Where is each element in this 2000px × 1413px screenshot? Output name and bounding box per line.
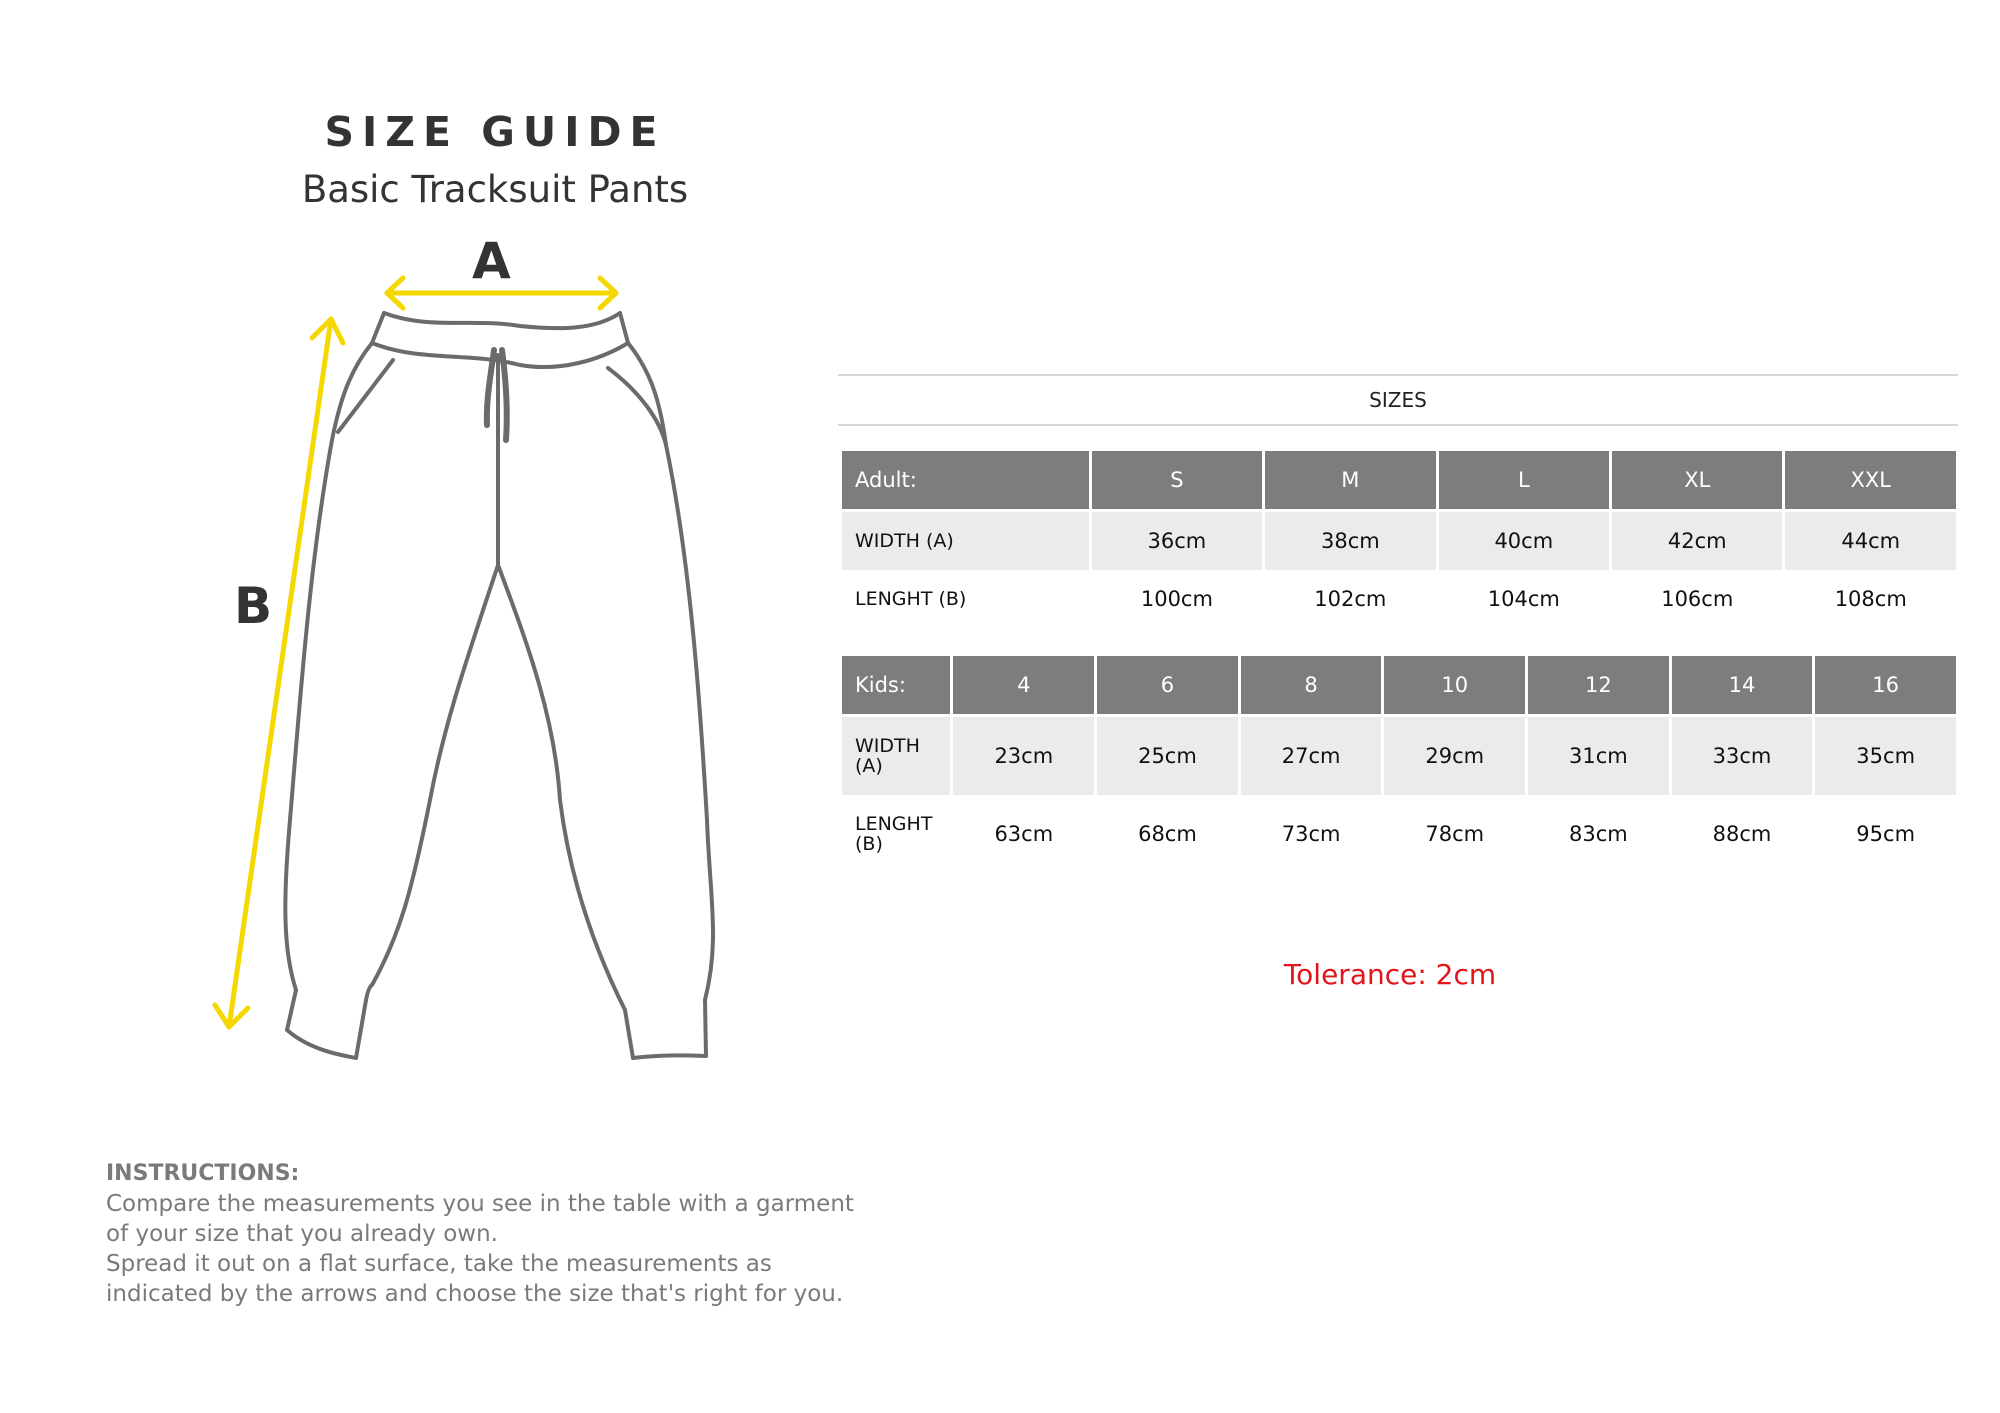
kids-size-14: 14 [1672, 656, 1813, 717]
row-label: LENGHT (B) [855, 588, 967, 610]
kids-width-row [842, 717, 1956, 795]
table-cell: 102cm [1314, 587, 1387, 611]
table-cell: 104cm [1487, 587, 1560, 611]
instructions-heading: INSTRUCTIONS: [106, 1161, 300, 1186]
instructions-line: of your size that you already own. [106, 1221, 498, 1247]
kids-length-row [842, 795, 1956, 873]
table-cell: 100cm [1140, 587, 1213, 611]
adult-size-m: M [1265, 451, 1435, 512]
adult-size-xl: XL [1612, 451, 1782, 512]
table-cell: 40cm [1439, 512, 1609, 570]
adult-label: Adult: [842, 451, 1089, 512]
left-cuff [287, 985, 372, 1058]
table-cell: 33cm [1672, 717, 1813, 795]
row-label: WIDTH (A) [842, 512, 1089, 570]
right-inseam [498, 565, 625, 1010]
table-cell: 73cm [1281, 822, 1341, 846]
table-cell: 25cm [1097, 717, 1238, 795]
adult-size-s: S [1092, 451, 1262, 512]
table-cell: 31cm [1528, 717, 1669, 795]
left-pocket [338, 360, 393, 432]
kids-header-row [842, 656, 1956, 717]
table-cell: 68cm [1138, 822, 1197, 846]
adult-size-table [839, 451, 1959, 628]
adult-header-row [842, 451, 1956, 512]
page-title: SIZE GUIDE [324, 108, 666, 156]
waistband-left-edge [372, 313, 384, 343]
row-label-line: (B) [855, 833, 883, 855]
table-cell: 23cm [953, 717, 1094, 795]
kids-label: Kids: [842, 656, 950, 717]
table-cell: 36cm [1092, 512, 1262, 570]
table-cell: 29cm [1384, 717, 1525, 795]
tolerance-note: Tolerance: 2cm [1283, 958, 1497, 991]
table-cell: 108cm [1834, 587, 1907, 611]
table-cell: 88cm [1712, 822, 1772, 846]
right-cuff [625, 1000, 706, 1058]
waistband-top [384, 313, 620, 328]
row-label-line: (A) [855, 755, 883, 777]
waistband-right-edge [620, 313, 628, 343]
measure-label-a: A [472, 232, 511, 290]
table-cell: 63cm [994, 822, 1054, 846]
instructions-line: Spread it out on a flat surface, take the measurements as [106, 1251, 772, 1277]
adult-length-row [842, 570, 1956, 628]
kids-size-4: 4 [953, 656, 1094, 717]
table-cell: 35cm [1815, 717, 1956, 795]
row-label [842, 717, 950, 795]
table-cell: 44cm [1785, 512, 1956, 570]
adult-size-xxl: XXL [1785, 451, 1956, 512]
kids-size-16: 16 [1815, 656, 1956, 717]
row-label [842, 795, 950, 873]
table-cell: 42cm [1612, 512, 1782, 570]
kids-size-12: 12 [1528, 656, 1669, 717]
table-cell: 38cm [1265, 512, 1435, 570]
instructions-block [106, 1159, 906, 1309]
arrow-b-icon [215, 319, 343, 1027]
pants-diagram [200, 220, 760, 1100]
kids-size-table [839, 656, 1959, 873]
row-label-line: WIDTH [855, 735, 920, 757]
table-cell: 83cm [1569, 822, 1628, 846]
sizes-header: SIZES [838, 374, 1958, 426]
instructions-line: indicated by the arrows and choose the size that's right for you. [106, 1281, 844, 1307]
adult-size-l: L [1439, 451, 1609, 512]
right-outseam [628, 343, 713, 1000]
table-cell: 27cm [1241, 717, 1382, 795]
left-inseam [372, 565, 498, 985]
table-cell: 106cm [1661, 587, 1734, 611]
table-cell: 95cm [1856, 822, 1916, 846]
product-name: Basic Tracksuit Pants [301, 168, 689, 211]
left-outseam [285, 343, 372, 990]
pants-outline [285, 313, 713, 1058]
table-cell: 78cm [1425, 822, 1485, 846]
row-label-line: LENGHT [855, 813, 933, 835]
kids-size-6: 6 [1097, 656, 1238, 717]
kids-size-10: 10 [1384, 656, 1525, 717]
measure-label-b: B [234, 577, 273, 635]
adult-width-row [842, 512, 1956, 570]
kids-size-8: 8 [1241, 656, 1382, 717]
instructions-line: Compare the measurements you see in the table with a garment [106, 1191, 854, 1217]
